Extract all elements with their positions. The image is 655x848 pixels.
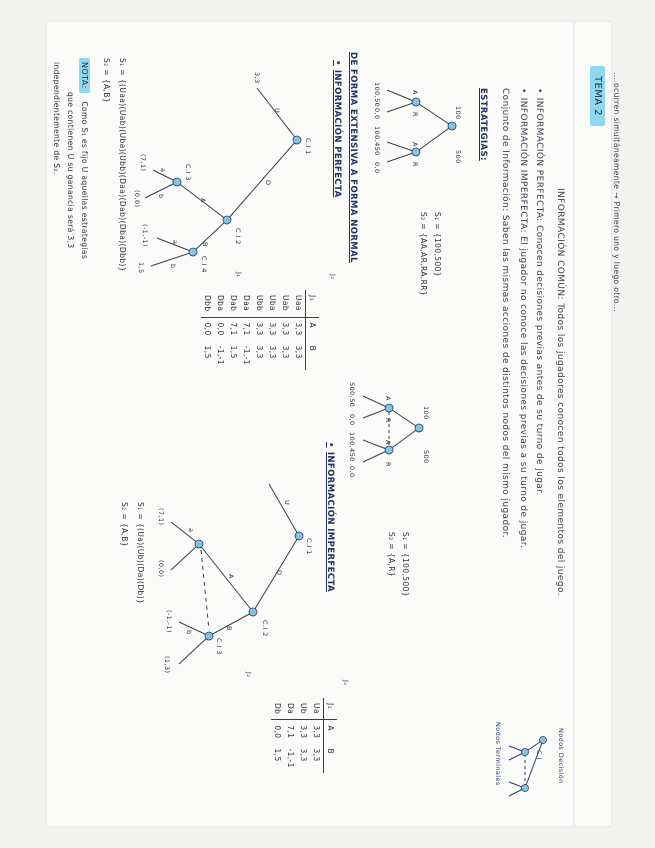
tree-left-payoff-2: 0,0 — [373, 108, 381, 120]
tree-right-payoff-1: 500,50 — [348, 382, 356, 408]
sets-s2-perfecta: S₂ = {A,B} — [102, 58, 111, 104]
tree-left-payoff-4: 0,0 — [373, 162, 381, 174]
tree-right-label-r2: R — [384, 462, 392, 467]
info-perfecta: • INFORMACIÓN PERFECTA: Conocen decisiones previas antes de su turno de jugar. — [534, 88, 544, 496]
nodos-decision-label: Nodos Decisión — [557, 728, 565, 784]
perf-D: D — [264, 180, 272, 186]
table-imp-header-a: A — [324, 720, 338, 744]
notebook-page — [47, 22, 621, 826]
tree-right-label-500: 500 — [422, 450, 430, 464]
sets-s1-imperfecta: S₁ = {(Ua)(Ub)(Da)(Db)} — [136, 502, 145, 605]
table-row: Dab 7,1 1,5 — [229, 295, 238, 359]
top-partial-text: ... ocurren simultáneamente → Primero uno y luego otro... — [612, 72, 621, 313]
tree-right-label-a1: A — [384, 396, 392, 401]
table-row: Uaa 3,3 3,3 — [292, 290, 306, 370]
perf-B: B — [201, 242, 209, 247]
info-comun: INFORMACIÓN COMÚN: Todos los jugadores conocen todos los elementos del juego. — [555, 188, 565, 596]
tema-title-label: TEMA 2 — [590, 66, 605, 126]
imp-payoff-00: (0,0) — [157, 560, 165, 578]
perf-payoff-00: (0,0) — [133, 190, 141, 208]
tree-left-label-100: 100 — [454, 106, 462, 120]
perf-ci3: C.I 3 — [184, 164, 192, 181]
tree-right-label-100: 100 — [422, 406, 430, 420]
imp-B: B — [225, 626, 233, 631]
nota-label: NOTA: — [79, 58, 90, 93]
imp-A: A — [227, 574, 235, 579]
table-imperfecta — [271, 698, 337, 773]
tree-right-payoff-2: 0,0 — [348, 414, 356, 426]
imp-ci3: C.I 3 — [215, 638, 223, 655]
perf-a2: a — [171, 240, 179, 245]
table-imp-header-b: B — [324, 743, 338, 772]
table-row: Daa 7,1 -1,-1 — [242, 295, 251, 365]
tree-left-s2: S₂ = {AA,AR,RA,RR} — [419, 212, 428, 296]
perf-payoff-15: 1,5 — [137, 262, 145, 274]
table-row: Dbb 0,0 1,5 — [203, 295, 212, 359]
imp-a: a — [187, 528, 195, 533]
perf-payoff-11: (-1,-1) — [141, 224, 149, 247]
tree-left-label-a1: A — [411, 90, 419, 95]
tree-right-payoff-3: 100,450 — [348, 432, 356, 462]
perf-J1-marker: J₁ — [235, 272, 243, 278]
imp-J2-marker: J₂ — [245, 672, 253, 678]
table-row: Ub 3,3 3,3 — [299, 703, 308, 762]
info-imperfecta: • INFORMACIÓN IMPERFECTA: El jugador no conoce las decisiones previas a su turno de jugar. — [518, 88, 528, 548]
tree-right-payoff-4: 0,0 — [348, 466, 356, 478]
tree-left-label-r2: R — [411, 162, 419, 167]
nodos-terminales-label: Nodos Terminales — [494, 722, 502, 786]
tree-left-payoff-1: 100,50 — [373, 82, 381, 108]
estrategias-heading: ESTRATEGIAS: — [478, 88, 488, 161]
perf-b2: b — [169, 264, 177, 269]
table-row: Uba 3,3 3,3 — [268, 295, 277, 359]
table-perf-header-a: A — [306, 317, 320, 341]
sets-s2-imperfecta: S₂ = {A,B} — [120, 502, 129, 548]
table-row: Da 7,1 -1,-1 — [286, 703, 295, 768]
perf-payoff-33: 3,3 — [253, 72, 261, 84]
imp-payoff-11: (-1,-1) — [165, 610, 173, 633]
perf-ci2: C.I 2 — [234, 228, 242, 245]
perf-U: U — [273, 108, 281, 114]
tree-right-label-r1: R — [384, 418, 392, 423]
table-perf-side-label: J₂ — [329, 274, 337, 280]
imp-U: U — [283, 500, 291, 506]
imp-b: b — [185, 630, 193, 635]
imp-payoff-13: (1,3) — [163, 656, 171, 674]
conjunto-informacion: Conjunto de Información: Saben las mismas acciones de distintos nodos del mismo jugador. — [500, 88, 510, 539]
tree-left-label-500: 500 — [454, 150, 462, 164]
perfecta-title: • INFORMACIÓN PERFECTA — [332, 60, 342, 198]
table-row: Dba 0,0 -1,-1 — [216, 295, 225, 365]
nota-text-1: Como S₁ es fijo U aquellas estrategias — [80, 101, 89, 260]
perf-b1: b — [157, 194, 165, 199]
tree-left-payoff-3: 100,450 — [373, 126, 381, 156]
perf-ci4: C.I 4 — [200, 256, 208, 273]
tree-left-label-r1: R — [411, 112, 419, 117]
forma-title: DE FORMA EXTENSIVA A FORMA NORMAL — [348, 52, 358, 263]
imp-ci1: C.I 1 — [305, 538, 313, 555]
table-perf-header-b: B — [306, 341, 320, 370]
tree-left-label-a2: A — [411, 142, 419, 147]
table-row: Uab 3,3 3,3 — [281, 295, 290, 359]
nota-text-2: que contienen U su ganancia será 3,3 — [66, 92, 75, 249]
sets-s1-perfecta: S₁ = {(Uaa)(Uab)(Uba)(Ubb)(Daa)(Dab)(Dba)(Dbb)} — [118, 58, 127, 272]
ci-legend-label: C.I — [535, 750, 543, 760]
tree-right-s1: S₁ = {100,500} — [401, 532, 410, 597]
nota-text-3: independientemente de S₂. — [52, 62, 61, 175]
perf-A: A — [199, 198, 207, 203]
perf-payoff-71: (7,1) — [139, 154, 147, 172]
table-imp-corner: J₁ — [324, 698, 338, 720]
perf-ci1: C.I 1 — [304, 138, 312, 155]
tree-left-s1: S₁ = {100,500} — [433, 212, 442, 277]
table-row: Db 0,0 1,5 — [273, 703, 282, 762]
imp-payoff-71: (7,1) — [157, 508, 165, 526]
tree-right-s2: S₂ = {A,R} — [387, 532, 396, 578]
nota-block — [80, 58, 89, 259]
table-row: Ua 3,3 3,3 — [310, 698, 324, 773]
table-imp-side-label: J₂ — [342, 680, 350, 686]
perf-a1: a — [159, 168, 167, 173]
imp-D: D — [275, 570, 283, 576]
tree-right-label-a2: A — [384, 440, 392, 445]
table-perf-corner: J₁ — [306, 290, 320, 317]
imperfecta-title: • INFORMACIÓN IMPERFECTA — [325, 442, 335, 592]
table-row: Ubb 3,3 3,3 — [255, 295, 264, 359]
imp-ci2: C.I 2 — [261, 620, 269, 637]
